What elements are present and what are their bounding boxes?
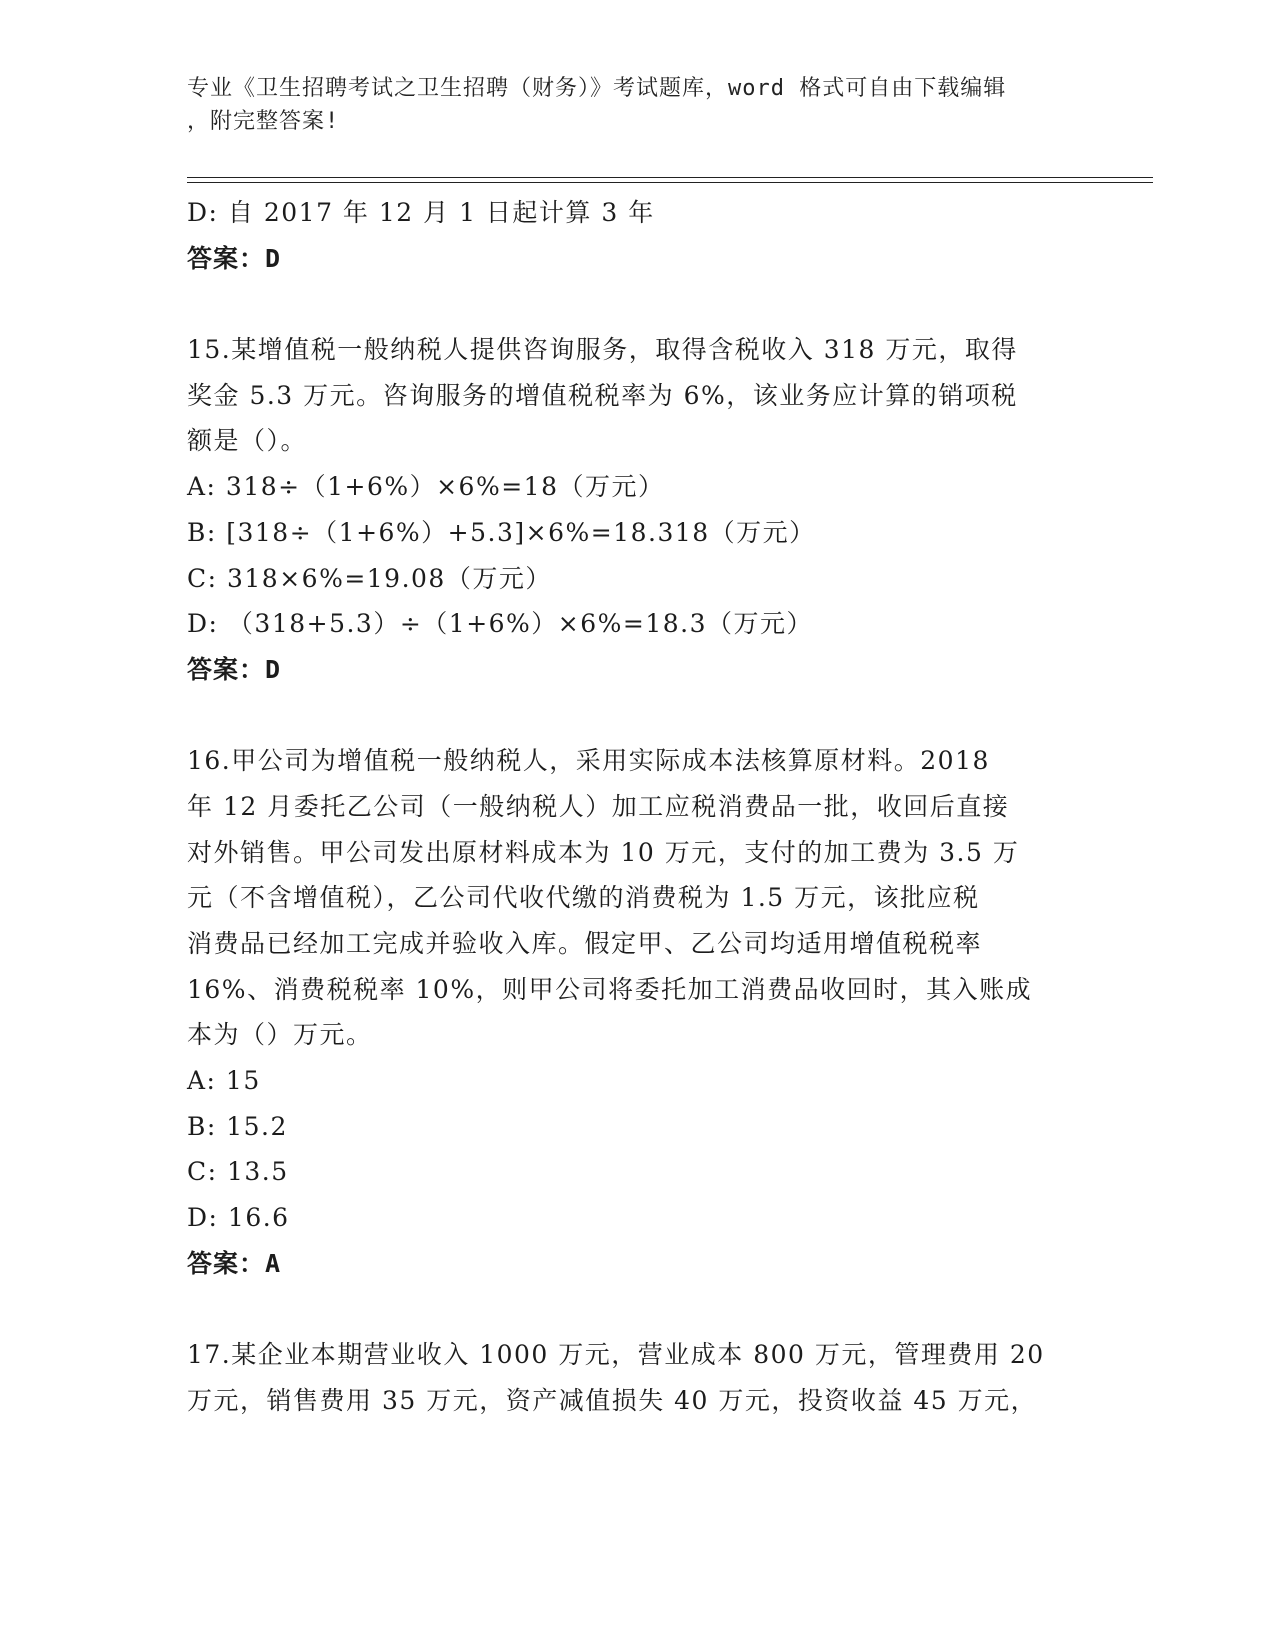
q16-stem-line: 本为（）万元。	[187, 1020, 373, 1050]
q15-answer: 答案：D	[187, 654, 282, 684]
prev-answer: 答案：D	[187, 243, 282, 273]
q15-option-c: C: 318×6%=19.08（万元）	[187, 563, 552, 593]
q16-stem-line: 消费品已经加工完成并验收入库。假定甲、乙公司均适用增值税税率	[187, 929, 983, 958]
q16-option-d: D: 16.6	[187, 1203, 290, 1233]
question-15	[187, 327, 1087, 693]
q16-option-b: B: 15.2	[187, 1111, 288, 1141]
q16-stem-line: 16.甲公司为增值税一般纳税人，采用实际成本法核算原材料。2018	[187, 746, 990, 776]
q16-stem-line: 16%、消费税税率 10%，则甲公司将委托加工消费品收回时，其入账成	[187, 974, 1033, 1004]
header-rule-bottom	[187, 182, 1153, 183]
header-rule-top	[187, 177, 1153, 178]
q15-option-a: A: 318÷（1+6%）×6%=18（万元）	[187, 472, 665, 502]
q15-option-d: D: （318+5.3）÷（1+6%）×6%=18.3（万元）	[187, 609, 814, 639]
question-17	[187, 1332, 1087, 1423]
q17-stem-line: 17.某企业本期营业收入 1000 万元，营业成本 800 万元，管理费用 20	[187, 1340, 1045, 1370]
spacer	[187, 1287, 1087, 1333]
q16-stem-line: 年 12 月委托乙公司（一般纳税人）加工应税消费品一批，收回后直接	[187, 791, 1010, 821]
q15-stem-line: 15.某增值税一般纳税人提供咨询服务，取得含税收入 318 万元，取得	[187, 335, 1018, 365]
q15-stem-line: 奖金 5.3 万元。咨询服务的增值税税率为 6%，该业务应计算的销项税	[187, 380, 1018, 410]
document-header	[187, 72, 1067, 138]
spacer	[187, 693, 1087, 739]
q16-stem-line: 对外销售。甲公司发出原材料成本为 10 万元，支付的加工费为 3.5 万	[187, 837, 1020, 867]
spacer	[187, 281, 1087, 327]
q15-stem-line: 额是（）。	[187, 426, 308, 456]
q16-answer: 答案：A	[187, 1248, 282, 1278]
q17-stem-line: 万元，销售费用 35 万元，资产减值损失 40 万元，投资收益 45 万元，	[187, 1385, 1038, 1415]
question-16	[187, 738, 1087, 1286]
prev-option-d: D: 自 2017 年 12 月 1 日起计算 3 年	[187, 198, 655, 227]
q16-option-c: C: 13.5	[187, 1157, 289, 1187]
q16-option-a: A: 15	[187, 1066, 261, 1096]
q15-option-b: B: [318÷（1+6%）+5.3]×6%=18.318（万元）	[187, 517, 816, 547]
header-line-1: 专业《卫生招聘考试之卫生招聘（财务）》考试题库，word 格式可自由下载编辑	[187, 76, 1007, 101]
document-body	[187, 190, 1087, 1424]
header-line-2: ，附完整答案!	[187, 109, 340, 134]
q16-stem-line: 元（不含增值税），乙公司代收代缴的消费税为 1.5 万元，该批应税	[187, 883, 980, 913]
